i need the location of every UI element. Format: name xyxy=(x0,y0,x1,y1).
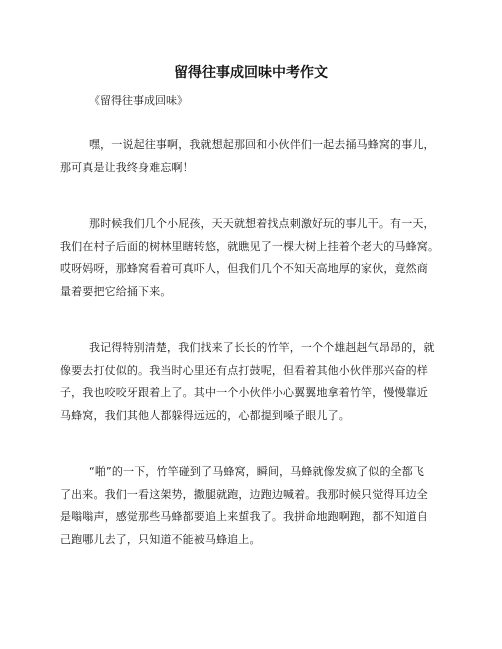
paragraph-1 xyxy=(60,134,444,179)
paragraph-line: 我记得特别清楚，我们找来了长长的竹竿，一个个雄赳赳气昂昂的，就 xyxy=(89,341,435,354)
paragraph-line: 嘿，一说起往事啊，我就想起那回和小伙伴们一起去捅马蜂窝的事儿， xyxy=(89,138,435,151)
paragraph-line: 量着要把它给捅下来。 xyxy=(60,284,172,298)
paragraph-line: 是嗡嗡声，感觉那些马蜂都要追上来蜇我了。我拼命地跑啊跑，都不知道自 xyxy=(60,510,428,523)
paragraph-line: 了出来。我们一看这架势，撒腿就跑，边跑边喊着。我那时候只觉得耳边全 xyxy=(60,487,428,501)
paragraph-line: 我们在村子后面的树林里瞎转悠，就瞧见了一棵大树上挂着个老大的马蜂窝。 xyxy=(60,239,440,253)
document-title: 留得往事成回味中考作文 xyxy=(174,65,328,81)
paragraph-line: 哎呀妈呀，那蜂窝看着可真吓人，但我们几个不知天高地厚的家伙，竟然商 xyxy=(60,262,428,275)
paragraph-line: 像要去打仗似的。我当时心里还有点打鼓呢，但看着其他小伙伴那兴奋的样 xyxy=(60,363,428,377)
paragraph-3 xyxy=(60,337,444,427)
paragraph-line: 己跑哪儿去了，只知道不能被马蜂追上。 xyxy=(60,532,261,546)
paragraph-2 xyxy=(60,213,444,303)
paragraph-line: “啪”的一下，竹竿碰到了马蜂窝，瞬间，马蜂就像发疯了似的全都飞 xyxy=(89,465,425,478)
paragraph-line: 那时候我们几个小屁孩，天天就想着找点刺激好玩的事儿干。有一天， xyxy=(89,217,435,230)
paragraph-line: 那可真是让我终身难忘啊！ xyxy=(60,160,194,174)
document-subtitle: 《留得往事成回味》 xyxy=(89,94,188,107)
paragraph-4 xyxy=(60,461,444,551)
paragraph-line: 子，我也咬咬牙跟着上了。其中一个小伙伴小心翼翼地拿着竹竿，慢慢靠近 xyxy=(60,386,428,399)
paragraph-line: 马蜂窝，我们其他人都躲得远远的，心都提到嗓子眼儿了。 xyxy=(60,408,350,422)
